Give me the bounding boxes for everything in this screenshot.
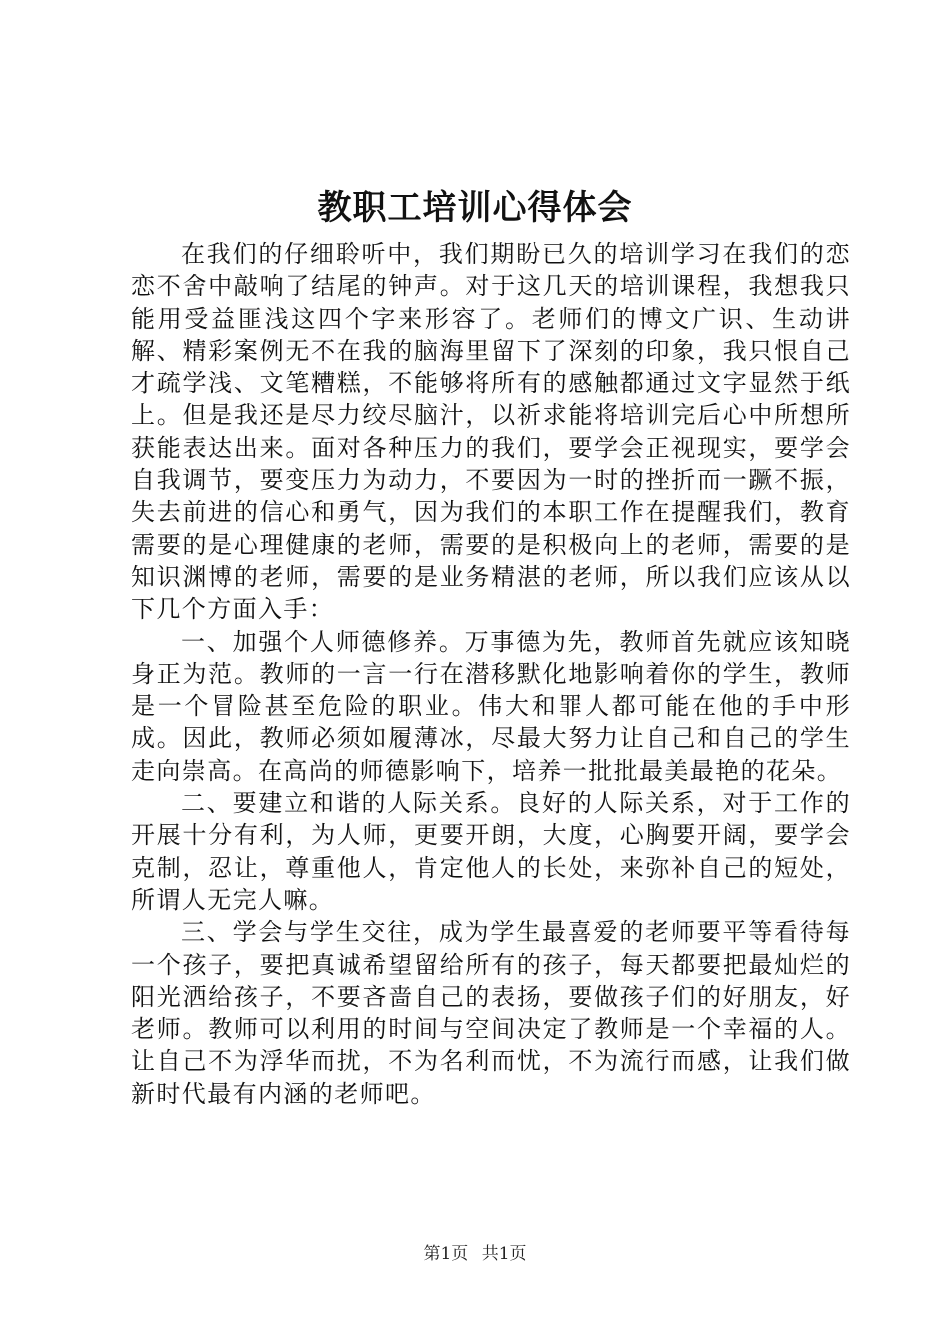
paragraph-point-two: 二、要建立和谐的人际关系。良好的人际关系，对于工作的开展十分有利，为人师，更要开朗，大度，心胸要开阔，要学会克制，忍让，尊重他人，肯定他人的长处，来弥补自己的短处，所谓人无完人嘛。 bbox=[131, 789, 851, 914]
document-title: 教职工培训心得体会 bbox=[317, 188, 633, 228]
paragraph-intro: 在我们的仔细聆听中，我们期盼已久的培训学习在我们的恋恋不舍中敲响了结尾的钟声。对于这几天的培训课程，我想我只能用受益匪浅这四个字来形容了。老师们的博文广识、生动讲解、精彩案例无不在我的脑海里留下了深刻的印象，我只恨自己才疏学浅、文笔糟糕，不能够将所有的感触都通过文字显然于纸上。但是我还是尽力绞尽脑汁，以祈求能将培训完后心中所想所获能表达出来。面对各种压力的我们，要学会正视现实，要学会自我调节，要变压力为动力，不要因为一时的挫折而一蹶不振，失去前进的信心和勇气，因为我们的本职工作在提醒我们，教育需要的是心理健康的老师，需要的是积极向上的老师，需要的是知识渊博的老师，需要的是业务精湛的老师，所以我们应该从以下几个方面入手： bbox=[131, 240, 851, 624]
page-footer bbox=[0, 1243, 950, 1265]
paragraph-point-one: 一、加强个人师德修养。万事德为先，教师首先就应该知晓身正为范。教师的一言一行在潜移默化地影响着你的学生，教师是一个冒险甚至危险的职业。伟大和罪人都可能在他的手中形成。因此，教师必须如履薄冰，尽最大努力让自己和自己的学生走向崇高。在高尚的师德影响下，培养一批批最美最艳的花朵。 bbox=[131, 627, 851, 785]
page-number-current: 第1页 bbox=[423, 1244, 469, 1264]
page-number-total: 共1页 bbox=[481, 1244, 527, 1264]
document-body bbox=[131, 238, 851, 1110]
paragraph-point-three: 三、学会与学生交往，成为学生最喜爱的老师要平等看待每一个孩子，要把真诚希望留给所有的孩子，每天都要把最灿烂的阳光洒给孩子，不要吝啬自己的表扬，要做孩子们的好朋友，好老师。教师可以利用的时间与空间决定了教师是一个幸福的人。让自己不为浮华而扰，不为名利而忧，不为流行而感，让我们做新时代最有内涵的老师吧。 bbox=[131, 918, 851, 1108]
